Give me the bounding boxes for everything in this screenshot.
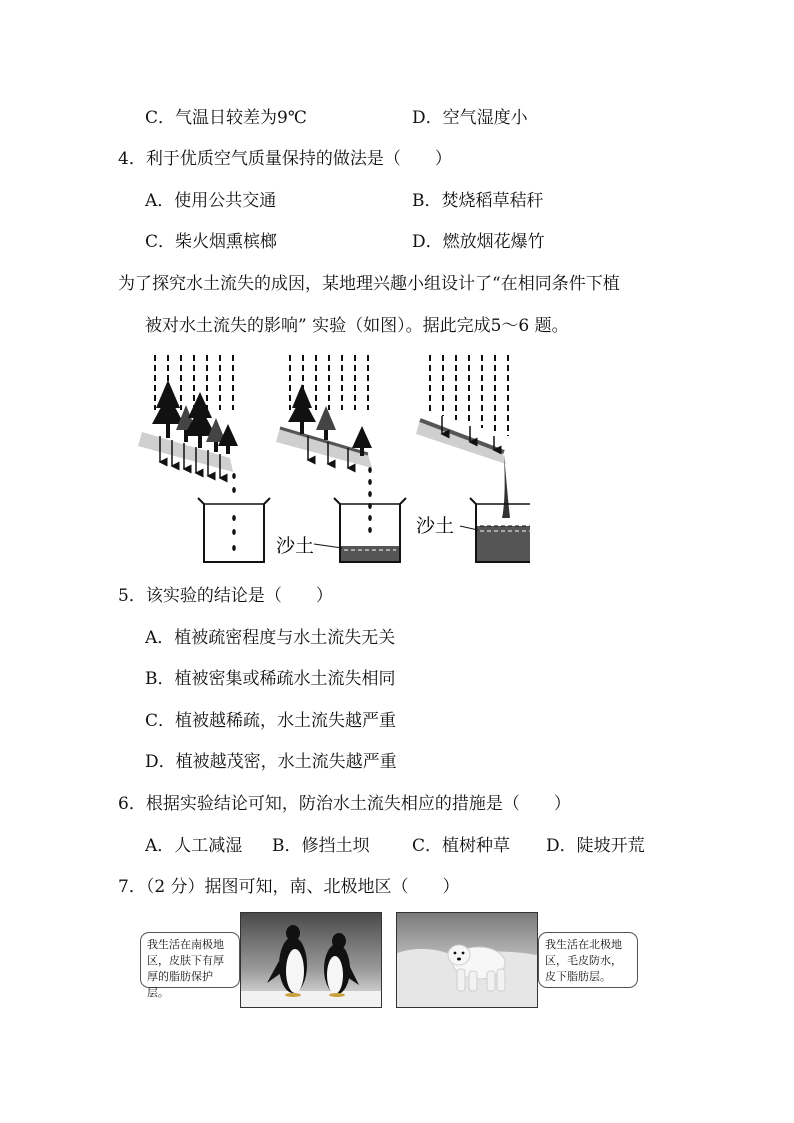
q6-option-d: D．陡坡开荒 <box>546 836 645 856</box>
q5-option-a: A．植被疏密程度与水土流失无关 <box>145 628 396 648</box>
drips-1 <box>232 473 236 551</box>
q3-option-d: D．空气湿度小 <box>412 108 528 128</box>
q4-option-d: D．燃放烟花爆竹 <box>412 232 545 252</box>
q6-option-b: B．修挡土坝 <box>272 836 370 856</box>
q4-option-a: A．使用公共交通 <box>145 191 277 211</box>
q6-option-c: C．植树种草 <box>412 836 511 856</box>
q6-stem: 6．根据实验结论可知，防治水土流失相应的措施是（ ） <box>118 794 571 814</box>
q4-option-c: C．柴火烟熏槟榔 <box>145 232 278 252</box>
q4-stem: 4．利于优质空气质量保持的做法是（ ） <box>118 149 452 169</box>
soil-slope-3 <box>416 420 506 464</box>
drips-2 <box>368 467 372 533</box>
runoff-stream-3 <box>502 454 510 518</box>
sand-label-2: 沙土 <box>416 515 455 537</box>
q5-option-c: C．植被越稀疏，水土流失越严重 <box>145 711 397 731</box>
penguins-illustration <box>241 913 381 1007</box>
q5-stem: 5．该实验的结论是（ ） <box>118 586 333 606</box>
sediment-2 <box>341 546 399 561</box>
setup-sparse-vegetation <box>276 355 406 562</box>
q5-option-d: D．植被越茂密，水土流失越严重 <box>145 752 397 772</box>
q4-option-b: B．焚烧稻草秸秆 <box>412 191 544 211</box>
erosion-experiment-figure <box>130 350 530 570</box>
q5-option-b: B．植被密集或稀疏水土流失相同 <box>145 669 396 689</box>
q7-stem: 7．（2 分）据图可知，南、北极地区（ ） <box>118 877 460 897</box>
intro-line-2: 被对水土流失的影响” 实验（如图）。据此完成5～6 题。 <box>145 316 569 336</box>
polar-bear-illustration <box>397 913 537 1007</box>
polar-bear-speech-bubble: 我生活在北极地区，毛皮防水，皮下脂肪层。 <box>538 932 638 988</box>
q6-option-a: A．人工减湿 <box>145 836 243 856</box>
penguin-speech-bubble: 我生活在南极地区，皮肤下有厚厚的脂肪保护层。 <box>140 932 240 988</box>
q3-option-c: C．气温日较差为9℃ <box>145 108 307 128</box>
intro-line-1: 为了探究水土流失的成因，某地理兴趣小组设计了“在相同条件下植 <box>118 274 620 294</box>
sand-label-1: 沙土 <box>276 535 315 557</box>
penguin-photo <box>240 912 382 1008</box>
polar-bear-photo <box>396 912 538 1008</box>
setup-dense-vegetation <box>138 355 270 562</box>
